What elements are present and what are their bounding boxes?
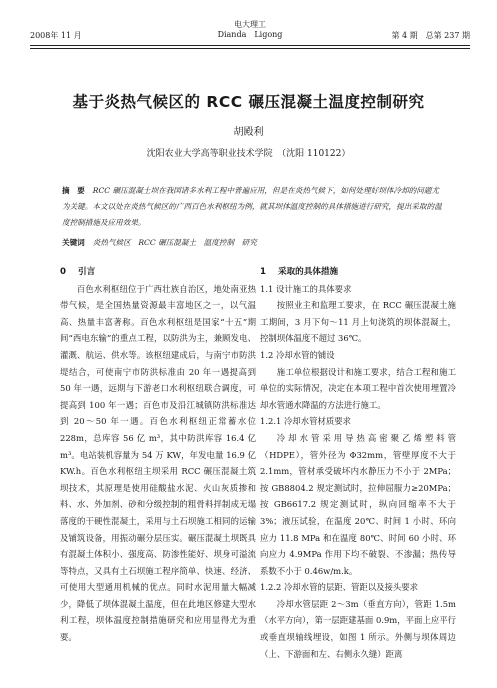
right-column <box>260 264 456 662</box>
paragraph-1-2-1: 冷却水管采用导热高密聚乙烯塑料管（HDPE），管外径为 Φ32mm，管壁厚度不大于 2.1mm，管材承受破坏内水静压力不小于 2MPa；按 GB8804.2 规定测试时，拉伸屈服力≥20MPa；按 GB6617.2 规定测试时，纵向回缩率不大于 3%；液压试验，在温度 20℃、时间 1 小时、环向应力 11.8 MPa 和在温度 80℃、时间 60 小时、环向应力 4.9MPa 作用下均不破裂、不渗漏；热传导系数不小于 0.46w/m.k。 <box>260 432 456 576</box>
abstract-text: RCC 碾压混凝土坝在我国诸多水利工程中普遍应用，但是在炎热气候下，如何处理好坝体冷却的问题尤为关键。本文以处在炎热气候区的广西百色水利枢纽为例，就其坝体温度控制的具体措施进行研究，提出采取的温度控制措施及应用效果。 <box>62 186 442 227</box>
paragraph-1-2: 施工单位根据设计和施工要求，结合工程和施工单位的实际情况，决定在本项工程中首次使用埋置冷却水管通水降温的方法进行施工。 <box>260 366 456 410</box>
author-affiliation: 沈阳农业大学高等职业技术学院 （沈阳 110122） <box>146 149 351 159</box>
author-name: 胡殿利 <box>233 127 264 138</box>
intro-paragraph: 百色水利枢纽位于广西壮族自治区，地处南亚热带气候，是全国热量资源最丰富地区之一，以气温高、热量丰富著称。百色水利枢纽是国家“十五”期间“西电东输”的重点工程，以防洪为主，兼顾发电、灌溉、航运、供水等。该枢纽建成后，与南宁市防洪堤结合，可使南宁市防洪标准由 20 年一遇提高到 50 年一遇，远期与下游老口水利枢纽联合调度，可提高到 100 年一遇；百色市及沿江城镇防洪标准达到 20～50 年一遇。百色水利枢纽正常蓄水位 228m，总库容 56 亿 m³，其中防洪库容 16.4 亿 m³。电站装机容量为 54 万 KW，年发电量 16.9 亿 KW.h。百色水利枢纽主坝采用 RCC 碾压混凝土筑坝技术，其原理是使用硅酸盐水泥、火山灰质掺和料、水、外加剂、砂和分级控制的粗骨料拌制成无塌落度的干硬性混凝土，采用与土石坝施工相同的运输及铺筑设备，用振动碾分层压实。碾压混凝土坝既具有混凝土体积小、强度高、防渗性能好、坝身可溢流等特点，又具有土石坝施工程序简单、快速、经济、可使用大型通用机械的优点。同时水泥用量大幅减少，降低了坝体混凝土温度，但在此地区修建大型水利工程，坝体温度控制措施研究和应用显得尤为重要。 <box>60 283 256 643</box>
section-heading-intro <box>60 264 256 281</box>
issue-number: 第 4 期 总第 237 期 <box>391 31 470 40</box>
paragraph-1-2-2: 冷却水管层距 2～3m（垂直方向），管距 1.5m（水平方向），第一层距建基面 0.9m，平面上应平行或垂直坝轴线埋设，如图 1 所示。外侧与坝体周边（上、下游面和左、右侧永久缝）距离 <box>260 598 456 659</box>
section-title: 采取的具体措施 <box>277 267 339 277</box>
section-heading-measures <box>260 264 456 281</box>
subsection-heading-1-2: 1.2 冷却水管的铺设 <box>260 349 335 360</box>
running-header <box>30 20 470 42</box>
issue-date: 2008年 11 月 <box>30 31 82 40</box>
subsection-heading-1-1: 1.1 设计施工的具体要求 <box>260 283 352 294</box>
journal-name-cn: 电大理工 <box>234 20 266 29</box>
article-title: 基于炎热气候区的 RCC 碾压混凝土温度控制研究 <box>72 93 425 111</box>
section-title: 引言 <box>77 267 96 277</box>
paragraph-1-1: 按照业主和监理工要求，在 RCC 碾压混凝土施工期间，3 月下旬～11 月上旬浇筑的坝体混凝土，控制坝体温度不超过 36℃。 <box>260 300 456 344</box>
keywords-text: 炎热气候区 RCC 碾压混凝土 温度控制 研究 <box>92 238 257 247</box>
journal-name-en: Dianda Ligong <box>217 30 283 39</box>
subsection-heading-1-2-1: 1.2.1 冷却水管材质要求 <box>260 416 351 427</box>
header-rule-top <box>30 45 470 46</box>
section-number: 0 <box>60 267 66 277</box>
header-rule-bottom <box>30 48 470 49</box>
section-number: 1 <box>260 267 266 277</box>
keywords <box>62 237 442 248</box>
abstract-label: 摘 要 <box>62 186 85 195</box>
subsection-heading-1-2-2: 1.2.2 冷却水管的层距、管距以及接头要求 <box>260 582 418 593</box>
left-column <box>60 264 256 646</box>
abstract <box>62 183 442 231</box>
keywords-label: 关键词 <box>62 238 85 247</box>
